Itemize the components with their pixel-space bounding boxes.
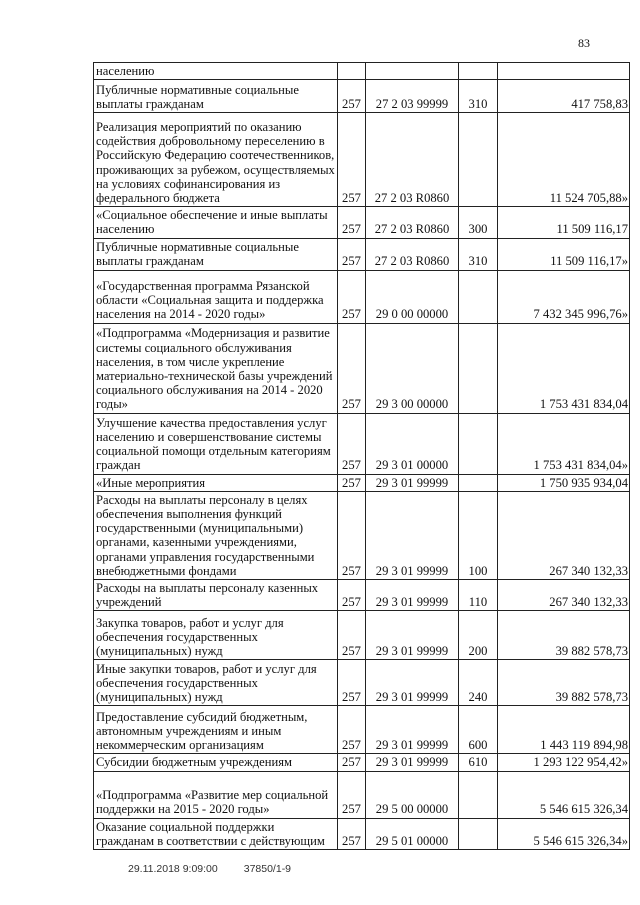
row-target-article: 27 2 03 R0860 [366,113,459,207]
table-row [94,413,630,474]
row-amount: 267 340 132,33 [498,580,630,611]
row-admin-code: 257 [338,238,366,270]
row-target-article: 29 3 01 99999 [366,706,459,754]
row-admin-code: 257 [338,818,366,849]
row-target-article: 29 3 01 99999 [366,754,459,771]
footer-doc-id: 37850/1-9 [243,863,292,875]
row-name: Улучшение качества предоставления услуг населению и совершенствование системы социальной помощи отдельным категориям граждан [94,413,338,474]
row-target-article: 29 3 01 99999 [366,580,459,611]
row-expense-type [459,818,498,849]
row-admin-code: 257 [338,323,366,413]
table-row [94,754,630,771]
row-expense-type: 600 [459,706,498,754]
row-expense-type [459,474,498,491]
table-row [94,80,630,113]
table-row [94,611,630,660]
row-admin-code: 257 [338,207,366,238]
row-target-article [366,63,459,80]
row-amount: 1 750 935 934,04 [498,474,630,491]
table-row [94,491,630,579]
row-target-article: 29 3 01 99999 [366,474,459,491]
row-name: Публичные нормативные социальные выплаты гражданам [94,80,338,113]
row-admin-code: 257 [338,413,366,474]
row-amount: 39 882 578,73 [498,611,630,660]
table-row [94,580,630,611]
row-amount: 5 546 615 326,34 [498,771,630,818]
row-name: Оказание социальной поддержки гражданам в соответствии с действующим [94,818,338,849]
row-admin-code: 257 [338,754,366,771]
row-admin-code: 257 [338,474,366,491]
table-row [94,818,630,849]
row-target-article: 29 3 01 99999 [366,491,459,579]
row-expense-type [459,270,498,323]
table-row [94,771,630,818]
row-admin-code: 257 [338,270,366,323]
row-name: «Государственная программа Рязанской области «Социальная защита и поддержка населения на 2014 - 2020 годы» [94,270,338,323]
row-admin-code: 257 [338,660,366,706]
table-row [94,113,630,207]
row-name: Иные закупки товаров, работ и услуг для обеспечения государственных (муниципальных) нужд [94,660,338,706]
row-target-article: 29 3 01 00000 [366,413,459,474]
budget-table-body [94,63,630,850]
row-amount: 1 753 431 834,04» [498,413,630,474]
page-number: 83 [578,36,590,50]
row-expense-type: 300 [459,207,498,238]
row-expense-type [459,771,498,818]
row-admin-code: 257 [338,580,366,611]
row-name: Расходы на выплаты персоналу казенных учреждений [94,580,338,611]
row-expense-type: 100 [459,491,498,579]
footer [128,863,291,875]
row-admin-code: 257 [338,611,366,660]
row-amount: 1 753 431 834,04 [498,323,630,413]
row-amount: 1 443 119 894,98 [498,706,630,754]
row-name: «Иные мероприятия [94,474,338,491]
row-name: «Социальное обеспечение и иные выплаты населению [94,207,338,238]
row-name: Расходы на выплаты персоналу в целях обеспечения выполнения функций государственными (муниципальными) органами, казенными учреждениями, органами управления государственными внебюджетными фондами [94,491,338,579]
row-target-article: 29 5 01 00000 [366,818,459,849]
row-amount [498,63,630,80]
table-row [94,207,630,238]
row-amount: 1 293 122 954,42» [498,754,630,771]
row-target-article: 27 2 03 R0860 [366,238,459,270]
table-row [94,706,630,754]
row-admin-code [338,63,366,80]
row-name: населению [94,63,338,80]
row-target-article: 27 2 03 99999 [366,80,459,113]
row-expense-type: 610 [459,754,498,771]
row-name: Субсидии бюджетным учреждениям [94,754,338,771]
row-name: «Подпрограмма «Развитие мер социальной поддержки на 2015 - 2020 годы» [94,771,338,818]
row-expense-type: 310 [459,80,498,113]
row-expense-type: 110 [459,580,498,611]
row-admin-code: 257 [338,80,366,113]
table-row [94,660,630,706]
budget-table [93,62,630,850]
row-amount: 11 524 705,88» [498,113,630,207]
row-amount: 267 340 132,33 [498,491,630,579]
row-amount: 5 546 615 326,34» [498,818,630,849]
row-target-article: 29 0 00 00000 [366,270,459,323]
row-amount: 417 758,83 [498,80,630,113]
row-name: Реализация мероприятий по оказанию содействия добровольному переселению в Российскую Федерацию соотечественников, проживающих за рубежом, осуществляемых на условиях софинансирования из федерального бюджета [94,113,338,207]
row-expense-type [459,413,498,474]
table-row [94,238,630,270]
table-row [94,474,630,491]
row-target-article: 29 3 00 00000 [366,323,459,413]
row-amount: 11 509 116,17» [498,238,630,270]
row-target-article: 27 2 03 R0860 [366,207,459,238]
row-target-article: 29 5 00 00000 [366,771,459,818]
row-target-article: 29 3 01 99999 [366,611,459,660]
table-row [94,323,630,413]
row-target-article: 29 3 01 99999 [366,660,459,706]
row-admin-code: 257 [338,113,366,207]
row-expense-type [459,323,498,413]
row-admin-code: 257 [338,706,366,754]
row-expense-type: 240 [459,660,498,706]
table-row [94,63,630,80]
table-row [94,270,630,323]
row-name: Публичные нормативные социальные выплаты гражданам [94,238,338,270]
row-admin-code: 257 [338,771,366,818]
row-expense-type [459,63,498,80]
footer-timestamp: 29.11.2018 9:09:00 [128,863,218,875]
row-amount: 39 882 578,73 [498,660,630,706]
row-expense-type: 310 [459,238,498,270]
row-name: Предоставление субсидий бюджетным, автономным учреждениям и иным некоммерческим организациям [94,706,338,754]
row-admin-code: 257 [338,491,366,579]
row-amount: 7 432 345 996,76» [498,270,630,323]
row-amount: 11 509 116,17 [498,207,630,238]
row-name: Закупка товаров, работ и услуг для обеспечения государственных (муниципальных) нужд [94,611,338,660]
row-expense-type: 200 [459,611,498,660]
row-name: «Подпрограмма «Модернизация и развитие системы социального обслуживания населения, в том числе укрепление материально-технической базы учреждений социального обслуживания на 2014 - 2020 годы» [94,323,338,413]
row-expense-type [459,113,498,207]
